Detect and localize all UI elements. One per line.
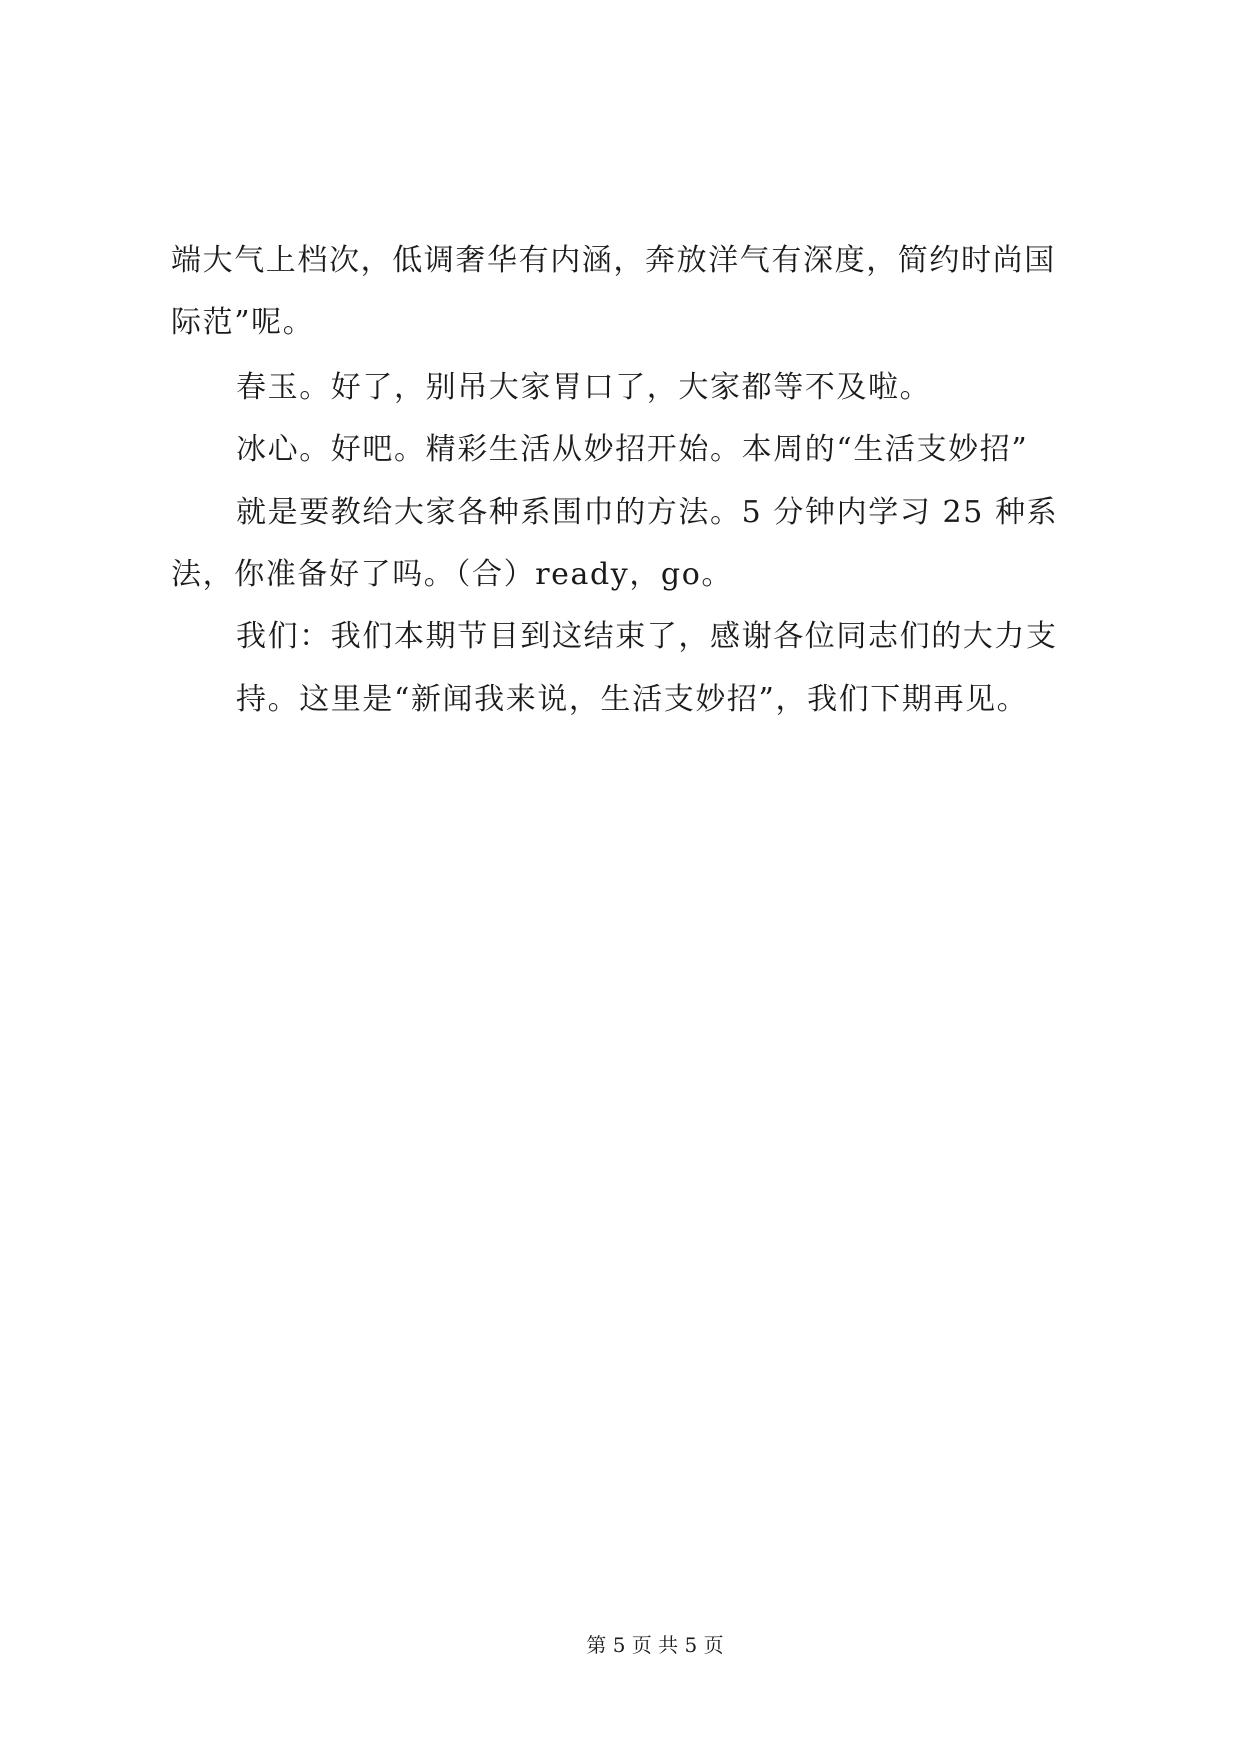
body-text-line: 就是要教给大家各种系围巾的方法。5 分钟内学习 25 种系 <box>236 495 1059 530</box>
body-text-line: 我们：我们本期节目到这结束了，感谢各位同志们的大力支 <box>236 619 1058 654</box>
body-text-line: 际范”呢。 <box>171 305 315 340</box>
body-text-line: 法，你准备好了吗。（合）ready，go。 <box>171 557 733 592</box>
page-number-footer: 第 5 页 共 5 页 <box>586 1633 724 1657</box>
body-text-line: 冰心。好吧。精彩生活从妙招开始。本周的“生活支妙招” <box>236 432 1029 467</box>
body-text-line: 持。这里是“新闻我来说，生活支妙招”，我们下期再见。 <box>236 682 1029 717</box>
body-text-line: 端大气上档次，低调奢华有内涵，奔放洋气有深度，简约时尚国 <box>171 243 1056 278</box>
body-text-line: 春玉。好了，别吊大家胃口了，大家都等不及啦。 <box>236 370 932 405</box>
